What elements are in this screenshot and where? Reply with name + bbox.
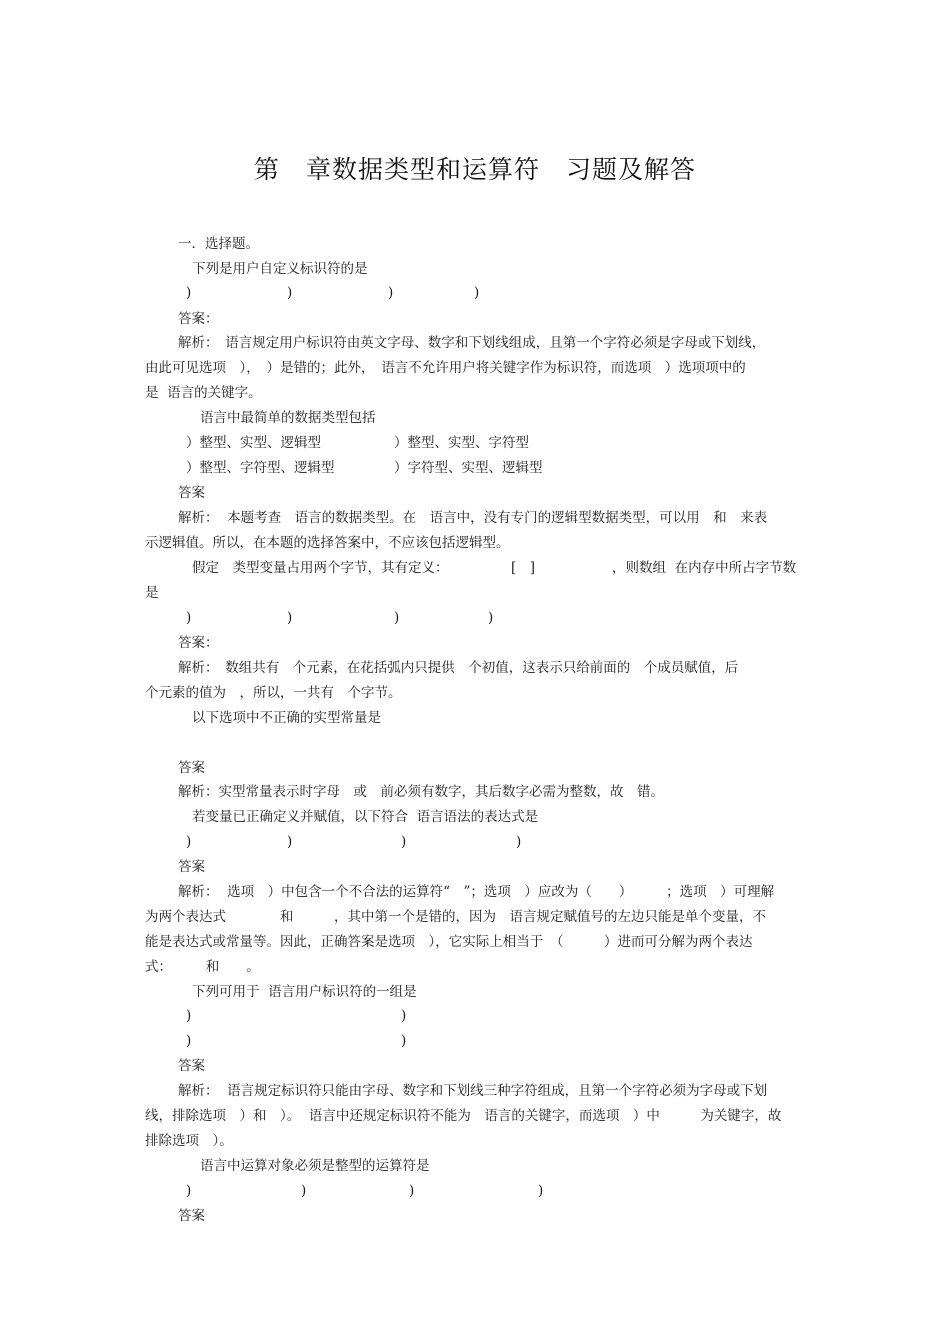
q5-option-d: ) <box>516 834 522 850</box>
q1-analysis-line-1: 解析： 语言规定用户标识符由英文字母、数字和下划线组成，且第一个字符必须是字母或下划线， <box>178 335 766 351</box>
q7-option-b: ) <box>301 1183 307 1199</box>
q5-option-a: ) <box>186 834 192 850</box>
q5-analysis-line-2: 为两个表达式 和 ，其中第一个是错的，因为 语言规定赋值号的左边只能是单个变量，不 <box>145 909 766 925</box>
q2-option-b: ）整型、实型、字符型 <box>394 435 529 451</box>
q6-analysis-line-1: 解析： 语言规定标识符只能由字母、数字和下划线三种字符组成，且第一个字符必须为字母或下划 <box>178 1083 768 1099</box>
q7-option-a: ) <box>186 1183 192 1199</box>
q4-analysis-line-1: 解析：实型常量表示时字母 或 前必须有数字，其后数字必需为整数，故 错。 <box>178 784 664 800</box>
q3-stem-end: 是 <box>145 585 159 601</box>
q2-analysis-line-2: 示逻辑值。所以，在本题的选择答案中，不应该包括逻辑型。 <box>145 535 510 551</box>
q3-stem-continuation: ，则数组 在内存中所占字节数 <box>612 560 797 576</box>
q5-answer-label: 答案 <box>178 859 205 875</box>
q1-option-d: ) <box>474 285 480 301</box>
q6-analysis-line-3: 排除选项 ）。 <box>145 1133 233 1149</box>
q1-option-c: ) <box>388 285 394 301</box>
q2-option-c: ）整型、字符型、逻辑型 <box>186 460 335 476</box>
q3-option-a: ) <box>186 610 192 626</box>
question-3-stem: 假定 类型变量占用两个字节，其有定义： <box>192 560 449 576</box>
q2-analysis-line-1: 解析： 本题考查 语言的数据类型。在 语言中，没有专门的逻辑型数据类型，可以用 和 来表 <box>178 510 768 526</box>
question-2-stem: 语言中最简单的数据类型包括 <box>200 410 376 426</box>
q1-option-b: ) <box>287 285 293 301</box>
q6-option-b: ) <box>401 1008 407 1024</box>
q6-option-a: ) <box>186 1008 192 1024</box>
q3-analysis-line-1: 解析： 数组共有 个元素，在花括弧内只提供 个初值，这表示只给前面的 个成员赋值，后 <box>178 660 739 676</box>
q1-option-a: ) <box>186 285 192 301</box>
section-heading: 一．选择题。 <box>178 236 259 252</box>
q7-answer-label: 答案 <box>178 1208 205 1224</box>
q7-option-c: ) <box>409 1183 415 1199</box>
q5-option-c: ) <box>401 834 407 850</box>
question-7-stem: 语言中运算对象必须是整型的运算符是 <box>200 1158 430 1174</box>
q7-option-d: ) <box>538 1183 544 1199</box>
q5-analysis-line-3: 能是表达式或常量等。因此，正确答案是选项 ），它实际上相当于 （ ）进而可分解为两个表达 <box>145 934 753 950</box>
q1-analysis-line-3: 是 语言的关键字。 <box>145 385 262 401</box>
q3-option-b: ) <box>287 610 293 626</box>
q6-option-c: ) <box>186 1033 192 1049</box>
q1-answer-label: 答案： <box>178 311 219 327</box>
question-6-stem: 下列可用于 语言用户标识符的一组是 <box>192 984 417 1000</box>
q6-analysis-line-2: 线，排除选项 ）和 ）。 语言中还规定标识符不能为 语言的关键字，而选项 ）中 为关键字，故 <box>145 1108 782 1124</box>
q1-analysis-line-2: 由此可见选项 ）， ）是错的；此外， 语言不允许用户将关键字作为标识符，而选项 ）选项项中的 <box>145 360 746 376</box>
q3-option-d: ) <box>488 610 494 626</box>
question-5-stem: 若变量已正确定义并赋值，以下符合 语言语法的表达式是 <box>192 809 539 825</box>
question-4-stem: 以下选项中不正确的实型常量是 <box>192 710 381 726</box>
page-title: 第 章数据类型和运算符 习题及解答 <box>253 155 696 184</box>
q5-analysis-line-1: 解析： 选项 ）中包含一个不合法的运算符“ ”；选项 ）应改为（ ） ；选项 ）可理解 <box>178 884 775 900</box>
q4-answer-label: 答案 <box>178 760 205 776</box>
q5-analysis-line-4: 式： 和 。 <box>145 959 260 975</box>
q2-answer-label: 答案 <box>178 485 205 501</box>
q2-option-a: ）整型、实型、逻辑型 <box>186 435 321 451</box>
q6-option-d: ) <box>401 1033 407 1049</box>
q2-option-d: ）字符型、实型、逻辑型 <box>394 460 543 476</box>
q3-option-c: ) <box>394 610 400 626</box>
q3-answer-label: 答案： <box>178 635 219 651</box>
question-1-stem: 下列是用户自定义标识符的是 <box>192 261 368 277</box>
q6-answer-label: 答案 <box>178 1058 205 1074</box>
q3-analysis-line-2: 个元素的值为 ，所以，一共有 个字节。 <box>145 685 402 701</box>
q3-brackets: [ ] <box>511 560 536 576</box>
q5-option-b: ) <box>287 834 293 850</box>
